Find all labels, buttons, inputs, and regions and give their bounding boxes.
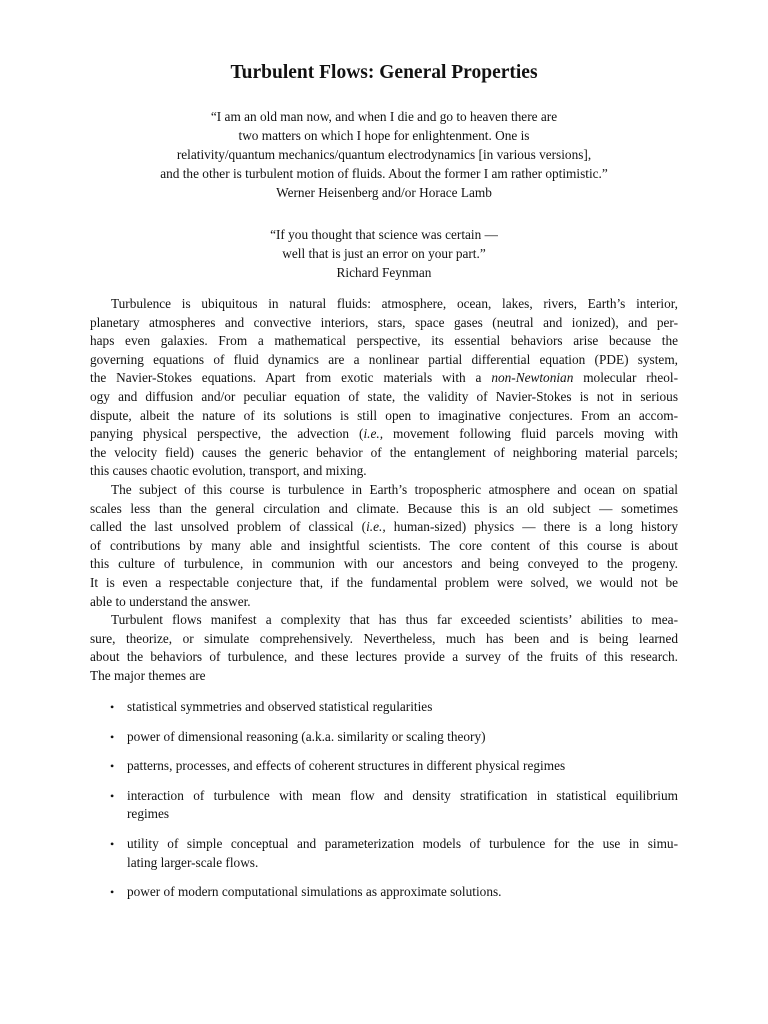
list-item-text: utility of simple conceptual and parameterization models of turbulence for the use in simu- bbox=[127, 835, 678, 851]
text-line: Turbulent flows manifest a complexity that has thus far exceeded scientists’ abilities to mea- bbox=[111, 612, 678, 628]
text-line: The major themes are bbox=[90, 667, 206, 683]
quote-author: Werner Heisenberg and/or Horace Lamb bbox=[276, 184, 492, 200]
list-item-text: patterns, processes, and effects of coherent structures in different physical regimes bbox=[127, 758, 566, 774]
text-line: planetary atmospheres and convective interiors, stars, space gases (neutral and ionized), and per- bbox=[90, 314, 678, 330]
text-line: The subject of this course is turbulence in Earth’s tropospheric atmosphere and ocean on spatial bbox=[111, 481, 678, 497]
quote-line: “I am an old man now, and when I die and go to heaven there are bbox=[210, 109, 558, 124]
quote-line: relativity/quantum mechanics/quantum electrodynamics [in various versions], bbox=[176, 146, 592, 162]
bullet-icon: • bbox=[110, 836, 115, 851]
paragraph-1 bbox=[90, 295, 678, 481]
text-line: this causes chaotic evolution, transport, and mixing. bbox=[90, 463, 367, 479]
quote-author: Richard Feynman bbox=[336, 264, 432, 280]
text-line: scales less than the general circulation and climate. Because this is an old subject — sometimes bbox=[90, 500, 678, 516]
quote-line: well that is just an error on your part.” bbox=[282, 245, 486, 261]
bullet-icon: • bbox=[110, 759, 115, 774]
text-line: able to understand the answer. bbox=[90, 593, 251, 609]
bullet-icon: • bbox=[110, 788, 115, 803]
paragraph-3 bbox=[90, 611, 678, 685]
text-line: haps even galaxies. From a mathematical perspective, its essential behaviors arise because the bbox=[90, 333, 678, 349]
bullet-icon: • bbox=[110, 700, 115, 714]
quote-line: two matters on which I hope for enlightenment. One is bbox=[238, 127, 530, 143]
list-item-text: interaction of turbulence with mean flow and density stratification in statistical equilibrium bbox=[127, 787, 678, 803]
list-item-text: statistical symmetries and observed statistical regularities bbox=[127, 699, 433, 714]
list-item-text: power of modern computational simulations as approximate solutions. bbox=[127, 884, 502, 900]
text-line bbox=[90, 425, 678, 444]
text-line: Turbulence is ubiquitous in natural fluids: atmosphere, ocean, lakes, rivers, Earth’s interior, bbox=[111, 296, 678, 311]
text-line: this culture of turbulence, in communion with our ancestors and being conveyed to the progeny. bbox=[90, 556, 678, 572]
list-item bbox=[110, 728, 678, 747]
major-themes-list bbox=[110, 698, 678, 902]
list-item bbox=[110, 757, 678, 776]
emphasis-non-newtonian: non-Newtonian bbox=[491, 370, 574, 386]
emphasis-ie: i.e., bbox=[366, 519, 386, 535]
text-line: governing equations of fluid dynamics are a nonlinear partial differential equation (PDE) system, bbox=[90, 351, 678, 367]
quote-line: “If you thought that science was certain — bbox=[270, 227, 498, 242]
text-line: dispute, albeit the nature of its solutions is still open to imaginative conjectures. From an accom- bbox=[90, 407, 678, 423]
text-run: the Navier-Stokes equations. Apart from exotic materials with a bbox=[90, 370, 492, 386]
list-item bbox=[110, 883, 678, 902]
paragraph-2 bbox=[90, 481, 678, 611]
text-run: human-sized) physics — there is a long history bbox=[385, 519, 678, 535]
epigraph-heisenberg bbox=[0, 108, 768, 203]
list-item-text: regimes bbox=[127, 806, 170, 822]
bullet-icon: • bbox=[110, 729, 115, 744]
list-item bbox=[110, 698, 678, 717]
page-title: Turbulent Flows: General Properties bbox=[230, 62, 538, 83]
text-run: molecular rheol- bbox=[573, 370, 678, 386]
list-item-text: power of dimensional reasoning (a.k.a. similarity or scaling theory) bbox=[127, 728, 486, 744]
text-line bbox=[90, 369, 678, 388]
text-run: panying physical perspective, the advection ( bbox=[90, 426, 364, 442]
text-line: ogy and diffusion and/or peculiar equation of state, the validity of Navier-Stokes is not in serious bbox=[90, 388, 678, 404]
list-item bbox=[110, 787, 678, 824]
body-text bbox=[90, 295, 678, 685]
text-line bbox=[90, 518, 678, 537]
epigraph-feynman bbox=[0, 226, 768, 283]
text-line: the velocity field) causes the generic behavior of the entanglement of neighboring material parcels; bbox=[90, 444, 678, 460]
text-line: about the behaviors of turbulence, and these lectures provide a survey of the fruits of this research. bbox=[90, 649, 678, 665]
text-line: It is even a respectable conjecture that, if the fundamental problem were solved, we would not be bbox=[90, 574, 678, 590]
list-item-text: lating larger-scale flows. bbox=[127, 854, 259, 870]
bullet-icon: • bbox=[110, 885, 115, 900]
quote-line: and the other is turbulent motion of fluids. About the former I am rather optimistic.” bbox=[160, 165, 608, 181]
text-run: called the last unsolved problem of classical ( bbox=[90, 519, 367, 535]
text-line: sure, theorize, or simulate comprehensively. Nevertheless, much has been and is being learned bbox=[90, 630, 678, 646]
text-run: movement following fluid parcels moving with bbox=[383, 426, 678, 442]
emphasis-ie: i.e., bbox=[363, 426, 384, 442]
list-item bbox=[110, 835, 678, 872]
text-line: of contributions by many able and insightful scientists. The core content of this course is about bbox=[90, 537, 678, 553]
